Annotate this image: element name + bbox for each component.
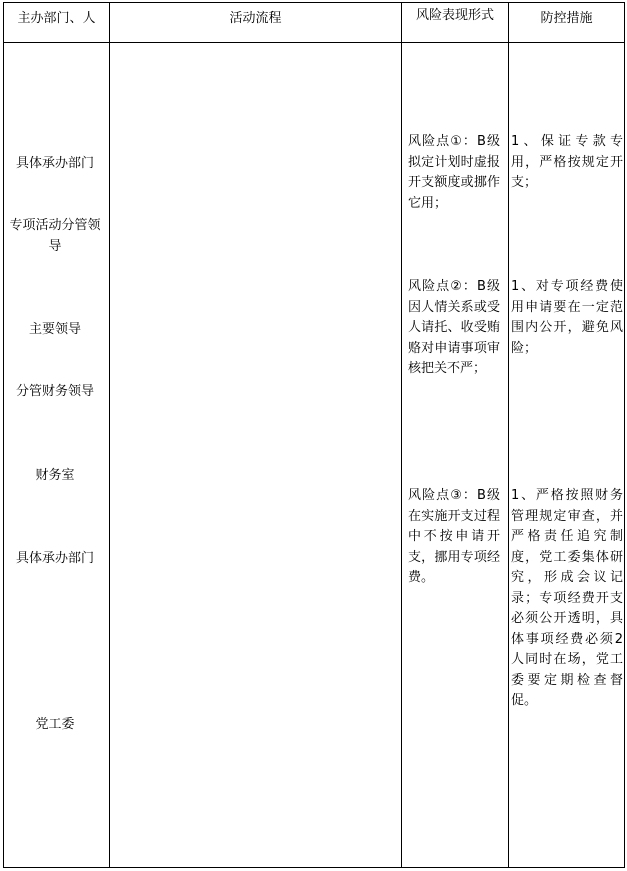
dept-handling-department-2: 具体承办部门 bbox=[15, 551, 94, 566]
header-control-measures: 防控措施 bbox=[540, 11, 593, 26]
risk-point-1: 风险点①：B级拟定计划时虚报开支额度或挪作它用； bbox=[408, 134, 500, 211]
dept-party-committee: 党工委 bbox=[35, 717, 75, 732]
header-department: 主办部门、人 bbox=[17, 11, 96, 26]
header-activity-flow: 活动流程 bbox=[229, 11, 282, 26]
measure-2: 1、对专项经费使用申请要在一定范围内公开，避免风险； bbox=[511, 279, 623, 356]
table-border-right bbox=[624, 2, 625, 868]
table-border-left bbox=[3, 2, 4, 868]
measure-1: 1、保证专款专用，严格按规定开支； bbox=[511, 134, 623, 190]
column-divider-1 bbox=[109, 2, 110, 868]
dept-special-activity-leader: 专项活动分管领导 bbox=[9, 218, 101, 254]
header-divider bbox=[3, 42, 625, 43]
table-border-top bbox=[3, 2, 625, 3]
risk-point-2: 风险点②：B级因人情关系或受人请托、收受贿赂对申请事项审核把关不严； bbox=[408, 279, 500, 376]
dept-finance-office: 财务室 bbox=[35, 468, 75, 483]
risk-point-3: 风险点③：B级在实施开支过程中不按申请开支，挪用专项经费。 bbox=[408, 488, 500, 585]
dept-handling-department: 具体承办部门 bbox=[15, 156, 94, 171]
measure-3: 1、严格按照财务管理规定审查，并严格责任追究制度，党工委集体研究，形成会议记录；专项经费开支必须公开透明，具体事项经费必须2人同时在场，党工委要定期检查督促。 bbox=[511, 488, 623, 708]
column-divider-2 bbox=[401, 2, 402, 868]
header-risk-form: 风险表现形式 bbox=[415, 8, 494, 23]
dept-main-leader: 主要领导 bbox=[28, 322, 81, 337]
column-divider-3 bbox=[508, 2, 509, 868]
table-border-bottom bbox=[3, 867, 625, 868]
dept-finance-leader: 分管财务领导 bbox=[15, 384, 94, 399]
